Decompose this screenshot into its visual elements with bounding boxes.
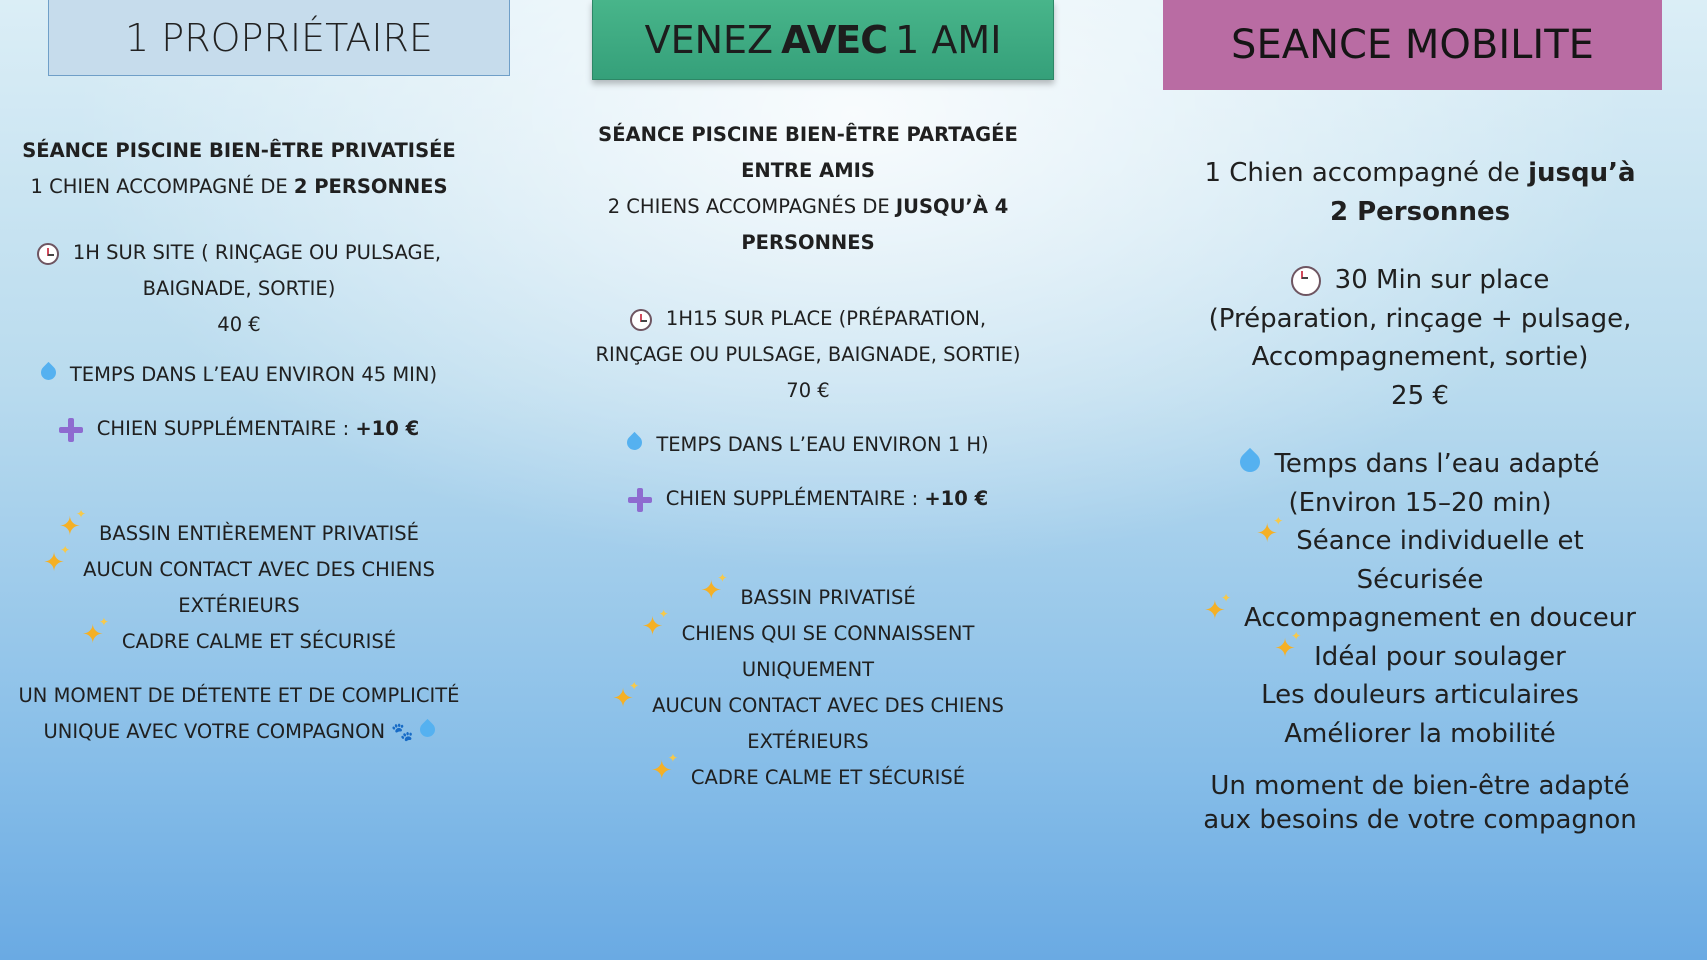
col2-subtitle	[570, 189, 1046, 225]
column-mobilite	[1180, 154, 1660, 837]
col2-feature3-text: AUCUN CONTACT AVEC DES CHIENS	[652, 694, 1004, 717]
sparkles-icon	[43, 558, 69, 584]
droplet-icon	[38, 362, 59, 383]
droplet-icon	[1236, 447, 1264, 475]
col3-water-text1: Temps dans l’eau adapté	[1274, 449, 1600, 479]
plus-icon	[628, 488, 652, 512]
col2-subtitle-bold: JUSQU’À 4	[895, 195, 1009, 218]
col2-subtitle2: PERSONNES	[741, 231, 875, 254]
header-2-post: 1 AMI	[895, 17, 1002, 62]
col3-feature1-line1	[1180, 522, 1660, 561]
col3-price: 25 €	[1391, 380, 1449, 411]
col3-water-line2: (Environ 15–20 min)	[1288, 487, 1552, 518]
sparkles-icon	[1256, 529, 1282, 555]
col2-feature2-line2: UNIQUEMENT	[741, 658, 875, 681]
col2-time-line2: RINÇAGE OU PULSAGE, BAIGNADE, SORTIE)	[595, 343, 1021, 366]
col2-extra-pre: CHIEN SUPPLÉMENTAIRE :	[665, 487, 925, 510]
column-proprietaire	[0, 133, 478, 751]
col2-extra-bold: +10 €	[924, 487, 989, 510]
col1-extra	[0, 411, 478, 447]
col1-feature2-line2: EXTÉRIEURS	[178, 594, 300, 617]
col3-time-line1	[1180, 261, 1660, 300]
col2-subtitle-pre: 2 CHIENS ACCOMPAGNÉS DE	[607, 195, 896, 218]
col2-feature3-line2: EXTÉRIEURS	[747, 730, 869, 753]
col1-subtitle	[0, 169, 478, 205]
sparkles-icon	[1204, 606, 1230, 632]
col1-feature3	[0, 624, 478, 660]
clock-icon	[1291, 266, 1321, 296]
sparkles-icon	[651, 766, 677, 792]
sparkles-icon	[700, 586, 726, 612]
sparkles-icon	[1274, 644, 1300, 670]
col2-time-text1: 1H15 SUR PLACE (PRÉPARATION,	[665, 307, 987, 330]
col2-feature3-line1	[570, 688, 1046, 724]
col1-extra-pre: CHIEN SUPPLÉMENTAIRE :	[96, 417, 356, 440]
col1-extra-bold: +10 €	[355, 417, 420, 440]
col1-water	[0, 357, 478, 393]
col2-feature1-text: BASSIN PRIVATISÉ	[740, 586, 916, 609]
col2-feature2-text: CHIENS QUI SE CONNAISSENT	[681, 622, 975, 645]
header-2-pre: VENEZ	[644, 17, 774, 62]
col2-feature1	[570, 580, 1046, 616]
col3-feature5: Améliorer la mobilité	[1284, 718, 1556, 749]
col3-closing1: Un moment de bien-être adapté	[1210, 771, 1630, 801]
col3-feature4: Les douleurs articulaires	[1261, 680, 1579, 710]
col3-feature2	[1180, 599, 1660, 638]
droplet-icon	[416, 719, 437, 740]
sparkles-icon	[642, 622, 668, 648]
header-seance-mobilite: SEANCE MOBILITE	[1163, 0, 1662, 90]
col3-closing2: aux besoins de votre compagnon	[1203, 805, 1637, 835]
col1-feature2-line1	[0, 552, 478, 588]
droplet-icon	[624, 432, 645, 453]
col1-feature1-text: BASSIN ENTIÈREMENT PRIVATISÉ	[99, 522, 419, 545]
col2-title1: SÉANCE PISCINE BIEN-ÊTRE PARTAGÉE	[598, 123, 1018, 146]
col1-feature1	[0, 516, 478, 552]
col2-feature2-line1	[570, 616, 1046, 652]
col1-water-text: TEMPS DANS L’EAU ENVIRON 45 MIN)	[69, 363, 438, 386]
sparkles-icon	[612, 694, 638, 720]
col1-closing2-text: UNIQUE AVEC VOTRE COMPAGNON	[43, 720, 386, 743]
col3-water-line1	[1180, 445, 1660, 484]
col2-extra	[570, 481, 1046, 517]
col2-water	[570, 427, 1046, 463]
col2-water-text: TEMPS DANS L’EAU ENVIRON 1 H)	[656, 433, 989, 456]
header-venez-avec-ami	[592, 0, 1054, 80]
col1-title: SÉANCE PISCINE BIEN-ÊTRE PRIVATISÉE	[22, 139, 456, 162]
col3-time-line3: Accompagnement, sortie)	[1251, 342, 1589, 372]
paw-prints-icon: 🐾	[391, 722, 414, 743]
col1-feature3-text: CADRE CALME ET SÉCURISÉ	[121, 630, 397, 653]
sparkles-icon	[82, 630, 108, 656]
col3-subtitle	[1180, 154, 1660, 193]
col1-closing2	[0, 714, 478, 751]
col1-subtitle-bold: 2 PERSONNES	[293, 175, 448, 198]
col3-feature2-text: Accompagnement en douceur	[1244, 603, 1636, 633]
col2-time-line1	[570, 301, 1046, 337]
col3-feature1-text: Séance individuelle et	[1296, 526, 1584, 556]
col1-subtitle-pre: 1 CHIEN ACCOMPAGNÉ DE	[30, 175, 294, 198]
col1-feature2-text: AUCUN CONTACT AVEC DES CHIENS	[83, 558, 435, 581]
col3-subtitle-pre: 1 Chien accompagné de	[1204, 158, 1529, 188]
col3-feature3-text: Idéal pour soulager	[1314, 641, 1566, 672]
col3-time-line2: (Préparation, rinçage + pulsage,	[1208, 303, 1632, 334]
clock-icon	[630, 309, 652, 331]
col1-time-line1	[0, 235, 478, 271]
col2-title2: ENTRE AMIS	[741, 159, 875, 182]
col2-feature4-text: CADRE CALME ET SÉCURISÉ	[690, 766, 966, 789]
col1-closing1: UN MOMENT DE DÉTENTE ET DE COMPLICITÉ	[18, 684, 460, 707]
header-2-bold: AVEC	[781, 17, 888, 62]
col1-time-line2: BAIGNADE, SORTIE)	[142, 277, 336, 300]
col3-feature1-line2: Sécurisée	[1356, 564, 1484, 595]
col2-feature4	[570, 760, 1046, 796]
col3-subtitle2: 2 Personnes	[1329, 196, 1511, 227]
clock-icon	[37, 243, 59, 265]
col2-price: 70 €	[786, 379, 830, 402]
plus-icon	[59, 418, 83, 442]
col3-feature3	[1180, 638, 1660, 677]
col3-time-text1: 30 Min sur place	[1334, 265, 1550, 295]
column-avec-ami	[570, 117, 1046, 796]
col3-subtitle-bold: jusqu’à	[1528, 158, 1636, 188]
col1-price: 40 €	[217, 313, 261, 336]
col1-time-text1: 1H SUR SITE ( RINÇAGE OU PULSAGE,	[72, 241, 442, 264]
header-proprietaire: 1 PROPRIÉTAIRE	[48, 0, 510, 76]
